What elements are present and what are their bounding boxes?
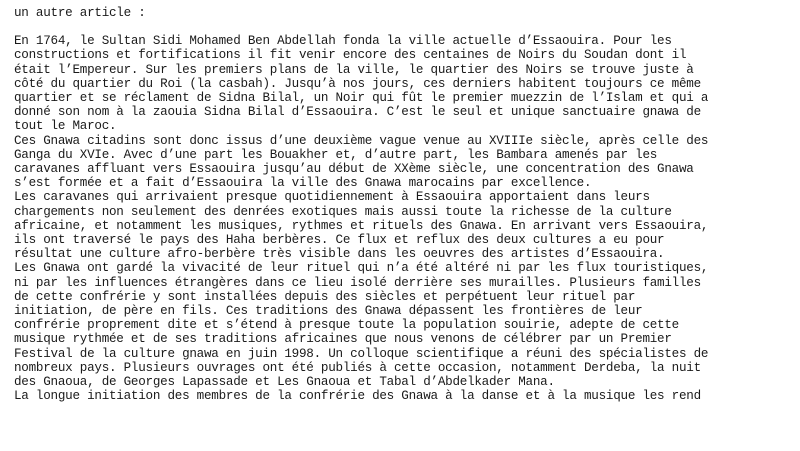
paragraph-4 [14,261,800,389]
text-line: des Gnaoua, de Georges Lapassade et Les Gnaoua et Tabal d’Abdelkader Mana. [14,375,555,390]
text-line: constructions et fortifications il fit venir encore des centaines de Noirs du Soudan dont il [14,48,687,63]
text-line: était l’Empereur. Sur les premiers plans de la ville, le quartier des Noirs se trouve juste à [14,62,694,77]
paragraph-5 [14,389,800,403]
paragraph-3 [14,190,800,261]
text-line: ni par les influences étrangères dans ce lieu isolé derrière ses murailles. Plusieurs familles [14,275,701,290]
paragraph-2 [14,134,800,191]
text-line: nombreux pays. Plusieurs ouvrages ont été publiés à cette occasion, notamment Derdeba, la nuit [14,360,701,375]
text-line: africaine, et notamment les musiques, rythmes et rituels des Gnawa. En arrivant vers Essaouira, [14,218,709,233]
text-line: Les caravanes qui arrivaient presque quotidiennement à Essaouira apportaient dans leurs [14,190,650,205]
text-line: résultat une culture afro-berbère très visible dans les oeuvres des artistes d’Essaouira. [14,247,665,262]
text-line: de cette confrérie y sont installées depuis des siècles et perpétuent leur rituel par [14,289,636,304]
text-line: Ces Gnawa citadins sont donc issus d’une deuxième vague venue au XVIIIe siècle, après celle des [14,133,709,148]
text-line: tout le Maroc. [14,119,117,134]
text-line: chargements non seulement des denrées exotiques mais aussi toute la richesse de la culture [14,204,672,219]
text-line: s’est formée et a fait d’Essaouira la ville des Gnawa marocains par excellence. [14,176,592,191]
text-line: initiation, de père en fils. Ces traditions des Gnawa dépassent les frontières de leur [14,304,643,319]
text-line: En 1764, le Sultan Sidi Mohamed Ben Abdellah fonda la ville actuelle d’Essaouira. Pour les [14,34,672,49]
text-line: La longue initiation des membres de la confrérie des Gnawa à la danse et à la musique les rend [14,389,701,404]
text-line: musique rythmée et de ses traditions africaines que nous venons de célébrer par un Premier [14,332,672,347]
article-heading: un autre article : [14,6,146,20]
text-line: caravanes affluant vers Essaouira jusqu’au début de XXème siècle, une concentration des Gnawa [14,162,694,177]
text-line: ils ont traversé le pays des Haha berbères. Ce flux et reflux des deux cultures a eu pour [14,233,665,248]
text-line: Ganga du XVIe. Avec d’une part les Bouakher et, d’autre part, les Bambara amenés par les [14,147,658,162]
text-line: confrérie proprement dite et s’étend à presque toute la population souirie, adepte de cette [14,318,679,333]
text-line: Les Gnawa ont gardé la vivacité de leur rituel qui n’a été altéré ni par les flux touristiques, [14,261,709,276]
text-line: quartier et se réclament de Sidna Bilal, un Noir qui fût le premier muezzin de l’Islam et qui a [14,91,709,106]
paragraph-1 [14,34,800,133]
text-line: donné son nom à la zaouia Sidna Bilal d’Essaouira. C’est le seul et unique sanctuaire gnawa de [14,105,701,120]
text-line: Festival de la culture gnawa en juin 1998. Un colloque scientifique a réuni des spécialistes de [14,346,709,361]
text-line: côté du quartier du Roi (la casbah). Jusqu’à nos jours, ces derniers habitent toujours ce même [14,76,701,91]
